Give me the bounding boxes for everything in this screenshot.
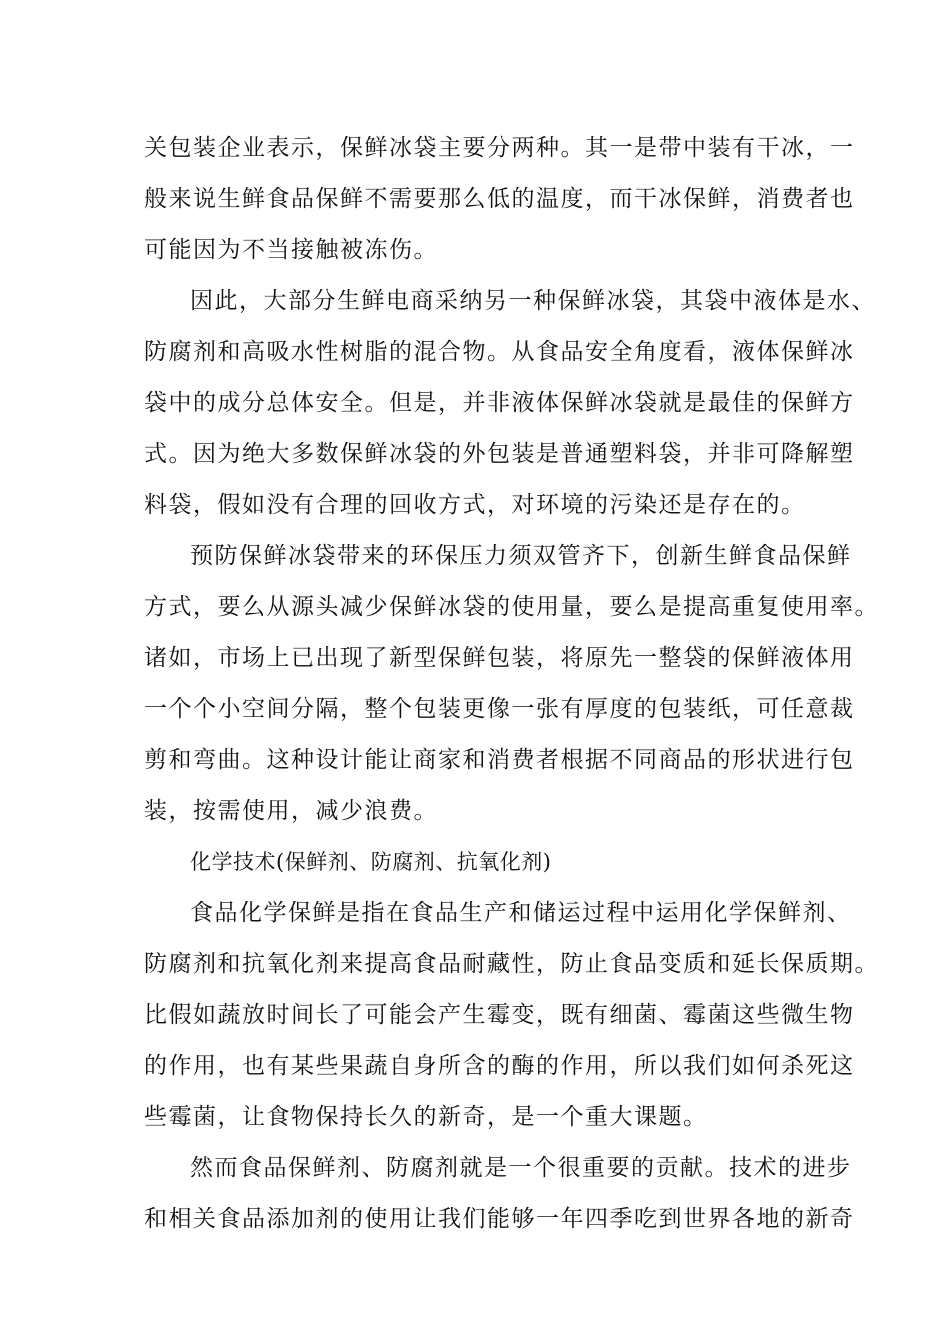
text-line: 料袋，假如没有合理的回收方式，对环境的污染还是存在的。 [144, 492, 806, 518]
document-page [144, 128, 879, 1250]
text-line: 防腐剂和高吸水性树脂的混合物。从食品安全角度看，液体保鲜冰 [144, 339, 855, 365]
paragraph-start-line: 然而食品保鲜剂、防腐剂就是一个很重要的贡献。技术的进步 [190, 1155, 852, 1181]
text-line: 比假如蔬放时间长了可能会产生霉变，既有细菌、霉菌这些微生物 [144, 1002, 855, 1028]
paragraph-start-line: 预防保鲜冰袋带来的环保压力须双管齐下，创新生鲜食品保鲜 [190, 543, 852, 569]
text-line: 剪和弯曲。这种设计能让商家和消费者根据不同商品的形状进行包 [144, 747, 855, 773]
text-line: 关包装企业表示，保鲜冰袋主要分两种。其一是带中装有干冰，一 [144, 135, 855, 161]
text-line: 袋中的成分总体安全。但是，并非液体保鲜冰袋就是最佳的保鲜方 [144, 390, 855, 416]
text-line: 方式，要么从源头减少保鲜冰袋的使用量，要么是提高重复使用率。 [144, 594, 879, 620]
text-line: 防腐剂和抗氧化剂来提高食品耐藏性，防止食品变质和延长保质期。 [144, 951, 879, 977]
text-line: 和相关食品添加剂的使用让我们能够一年四季吃到世界各地的新奇 [144, 1206, 855, 1232]
text-line: 般来说生鲜食品保鲜不需要那么低的温度，而干冰保鲜，消费者也 [144, 186, 855, 212]
text-line: 式。因为绝大多数保鲜冰袋的外包装是普通塑料袋，并非可降解塑 [144, 441, 855, 467]
text-line: 诸如，市场上已出现了新型保鲜包装，将原先一整袋的保鲜液体用 [144, 645, 855, 671]
section-heading: 化学技术(保鲜剂、防腐剂、抗氧化剂) [190, 850, 552, 874]
paragraph-start-line: 食品化学保鲜是指在食品生产和储运过程中运用化学保鲜剂、 [190, 900, 852, 926]
paragraph-start-line: 因此，大部分生鲜电商采纳另一种保鲜冰袋，其袋中液体是水、 [190, 288, 876, 314]
text-line: 一个个小空间分隔，整个包装更像一张有厚度的包装纸，可任意裁 [144, 696, 855, 722]
text-line: 可能因为不当接触被冻伤。 [144, 237, 438, 263]
text-line: 些霉菌，让食物保持长久的新奇，是一个重大课题。 [144, 1104, 708, 1130]
text-line: 装，按需使用，减少浪费。 [144, 798, 438, 824]
text-line: 的作用，也有某些果蔬自身所含的酶的作用，所以我们如何杀死这 [144, 1053, 855, 1079]
